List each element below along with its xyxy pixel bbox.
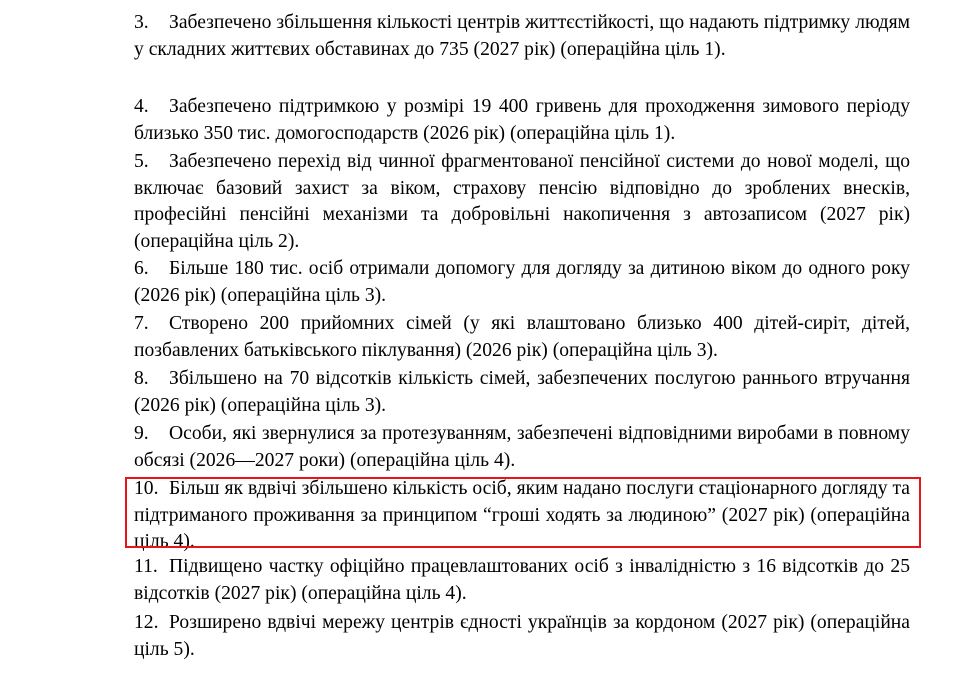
- item-text: Створено 200 прийомних сімей (у які влаштовано близько 400 дітей-сиріт, дітей, позбавлених батьківського піклування) (2026 рік) (операційна ціль 3).: [134, 313, 910, 361]
- item-text: Забезпечено перехід від чинної фрагментованої пенсійної системи до нової моделі, що включає базовий захист за віком, страхову пенсію відповідно до зроблених внесків, професійні пенсійні механізми та добровільні накопичення з автозаписом (2027 рік) (операційна ціль 2).: [134, 151, 910, 252]
- item-text: Збільшено на 70 відсотків кількість сімей, забезпечених послугою раннього втручання (2026 рік) (операційна ціль 3).: [134, 368, 910, 416]
- item-number: 4.: [134, 96, 149, 117]
- item-text: Особи, які звернулися за протезуванням, забезпечені відповідними виробами в повному обсязі (2026—2027 роки) (операційна ціль 4).: [134, 423, 910, 471]
- item-number: 11.: [134, 556, 158, 577]
- list-item-5: [134, 149, 910, 255]
- item-number: 8.: [134, 368, 149, 389]
- item-text: Підвищено частку офіційно працевлаштованих осіб з інвалідністю з 16 відсотків до 25 відсотків (2027 рік) (операційна ціль 4).: [134, 556, 910, 604]
- item-number: 10.: [134, 478, 159, 499]
- item-text: Більше 180 тис. осіб отримали допомогу для догляду за дитиною віком до одного року (2026 рік) (операційна ціль 3).: [134, 258, 910, 306]
- item-number: 9.: [134, 423, 149, 444]
- item-number: 3.: [134, 12, 149, 33]
- highlight-box: [125, 477, 921, 548]
- item-number: 6.: [134, 258, 149, 279]
- item-text: Більш як вдвічі збільшено кількість осіб, яким надано послуги стаціонарного догляду та підтриманого проживання за принципом “гроші ходять за людиною” (2027 рік) (операційна ціль 4).: [134, 478, 910, 552]
- item-number: 7.: [134, 313, 149, 334]
- list-item-6: [134, 256, 910, 309]
- list-item-7: [134, 311, 910, 364]
- list-item-4: [134, 94, 910, 147]
- item-text: Забезпечено підтримкою у розмірі 19 400 гривень для проходження зимового періоду близько 350 тис. домогосподарств (2026 рік) (операційна ціль 1).: [134, 96, 910, 144]
- list-item-11: [134, 554, 910, 607]
- list-item-3: [134, 10, 910, 63]
- item-text: Забезпечено збільшення кількості центрів життєстійкості, що надають підтримку людям у складних життєвих обставинах до 735 (2027 рік) (операційна ціль 1).: [134, 12, 910, 60]
- item-text: Розширено вдвічі мережу центрів єдності українців за кордоном (2027 рік) (операційна ціль 5).: [134, 612, 910, 660]
- item-number: 5.: [134, 151, 149, 172]
- item-number: 12.: [134, 612, 159, 633]
- list-item-8: [134, 366, 910, 419]
- list-item-9: [134, 421, 910, 474]
- list-item-12: [134, 610, 910, 663]
